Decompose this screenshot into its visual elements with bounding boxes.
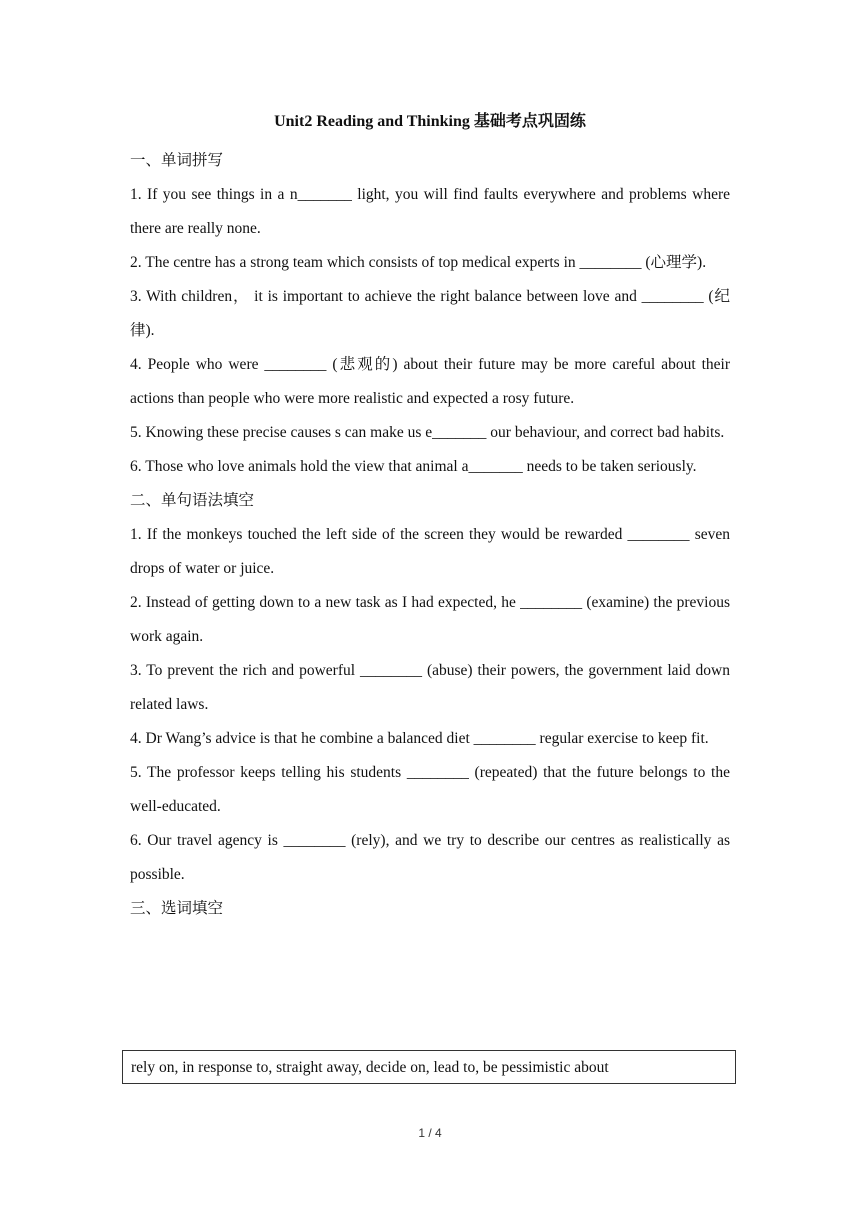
question-item: 3. To prevent the rich and powerful ________ (abuse) their powers, the government laid down related laws. bbox=[130, 662, 730, 713]
document-title: Unit2 Reading and Thinking 基础考点巩固练 bbox=[274, 113, 586, 130]
section-heading-grammar: 二、单句语法填空 bbox=[130, 492, 255, 509]
question-item: 1. If you see things in a n_______ light, you will find faults everywhere and problems where there are really none. bbox=[130, 186, 730, 237]
document-body bbox=[130, 144, 730, 926]
question-item: 5. The professor keeps telling his students ________ (repeated) that the future belongs to the well-educated. bbox=[130, 764, 730, 815]
word-bank-box: rely on, in response to, straight away, decide on, lead to, be pessimistic about bbox=[122, 1050, 736, 1084]
question-item: 2. The centre has a strong team which consists of top medical experts in ________ (心理学). bbox=[130, 254, 707, 271]
question-item: 5. Knowing these precise causes s can make us e_______ our behaviour, and correct bad habits. bbox=[130, 424, 725, 441]
question-item: 3. With children， it is important to achieve the right balance between love and ________ (纪律). bbox=[130, 288, 730, 339]
question-item: 4. People who were ________ (悲观的) about their future may be more careful about their actions than people who were more realistic and expected a rosy future. bbox=[130, 356, 730, 407]
question-item: 1. If the monkeys touched the left side of the screen they would be rewarded ________ seven drops of water or juice. bbox=[130, 526, 730, 577]
section-heading-spelling: 一、单词拼写 bbox=[130, 152, 224, 169]
page-number: 1 / 4 bbox=[418, 1126, 442, 1140]
section-heading-word-choice: 三、选词填空 bbox=[130, 900, 224, 917]
question-item: 4. Dr Wang’s advice is that he combine a balanced diet ________ regular exercise to keep fit. bbox=[130, 730, 709, 747]
question-item: 6. Our travel agency is ________ (rely), and we try to describe our centres as realistically as possible. bbox=[130, 832, 730, 883]
question-item: 2. Instead of getting down to a new task as I had expected, he ________ (examine) the previous work again. bbox=[130, 594, 730, 645]
question-item: 6. Those who love animals hold the view that animal a_______ needs to be taken seriously. bbox=[130, 458, 697, 475]
